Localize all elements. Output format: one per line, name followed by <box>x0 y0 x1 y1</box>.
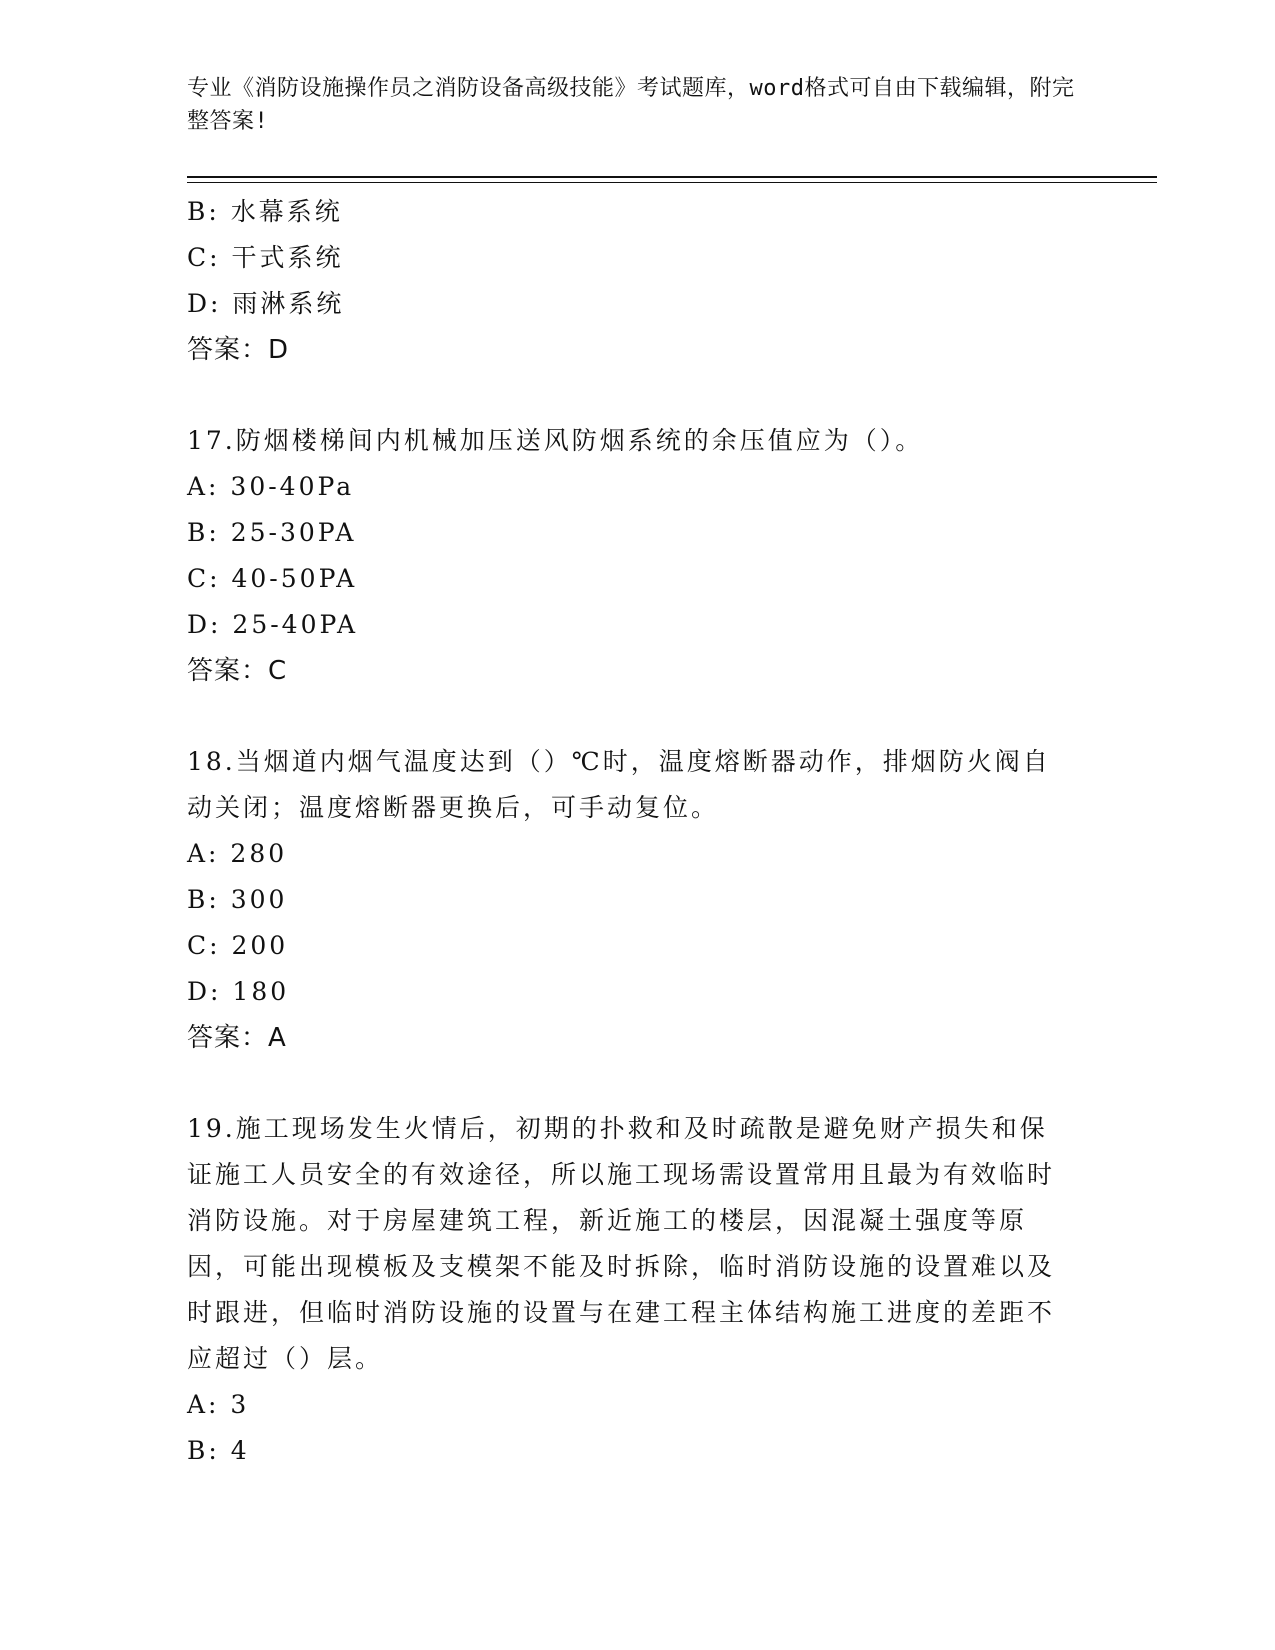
question-spacer <box>187 373 1087 418</box>
header-divider-thick <box>187 176 1157 178</box>
option-d: D: 180 <box>187 977 290 1006</box>
option-a: A: 3 <box>187 1390 250 1419</box>
option-a: A: 30-40Pa <box>187 472 355 501</box>
option-b: B: 水幕系统 <box>187 197 343 226</box>
question-spacer <box>187 694 1087 739</box>
option-b: B: 4 <box>187 1436 250 1465</box>
question-16 <box>187 189 1087 373</box>
option-b: B: 300 <box>187 885 288 914</box>
question-19 <box>187 1106 1087 1474</box>
question-stem: 19.施工现场发生火情后，初期的扑救和及时疏散是避免财产损失和保证施工人员安全的有效途径，所以施工现场需设置常用且最为有效临时消防设施。对于房屋建筑工程，新近施工的楼层，因混凝土强度等原因，可能出现模板及支模架不能及时拆除，临时消防设施的设置难以及时跟进，但临时消防设施的设置与在建工程主体结构施工进度的差距不应超过（）层。 <box>187 1114 1056 1373</box>
option-d: D: 雨淋系统 <box>187 289 345 318</box>
option-a: A: 280 <box>187 839 288 868</box>
question-stem: 17.防烟楼梯间内机械加压送风防烟系统的余压值应为（）。 <box>187 426 924 455</box>
answer: 答案：D <box>187 335 290 365</box>
question-content <box>187 189 1087 1474</box>
option-c: C: 干式系统 <box>187 243 344 272</box>
answer: 答案：A <box>187 1023 287 1053</box>
page-header: 专业《消防设施操作员之消防设备高级技能》考试题库，word格式可自由下载编辑，附完整答案! <box>187 76 1075 134</box>
question-stem: 18.当烟道内烟气温度达到（）℃时，温度熔断器动作，排烟防火阀自动关闭；温度熔断器更换后，可手动复位。 <box>187 747 1051 822</box>
question-17 <box>187 418 1087 694</box>
question-spacer <box>187 1061 1087 1106</box>
option-c: C: 40-50PA <box>187 564 358 593</box>
header-divider-thin <box>187 182 1157 183</box>
answer: 答案：C <box>187 656 288 686</box>
option-b: B: 25-30PA <box>187 518 357 547</box>
option-d: D: 25-40PA <box>187 610 359 639</box>
option-c: C: 200 <box>187 931 289 960</box>
question-18 <box>187 739 1087 1061</box>
